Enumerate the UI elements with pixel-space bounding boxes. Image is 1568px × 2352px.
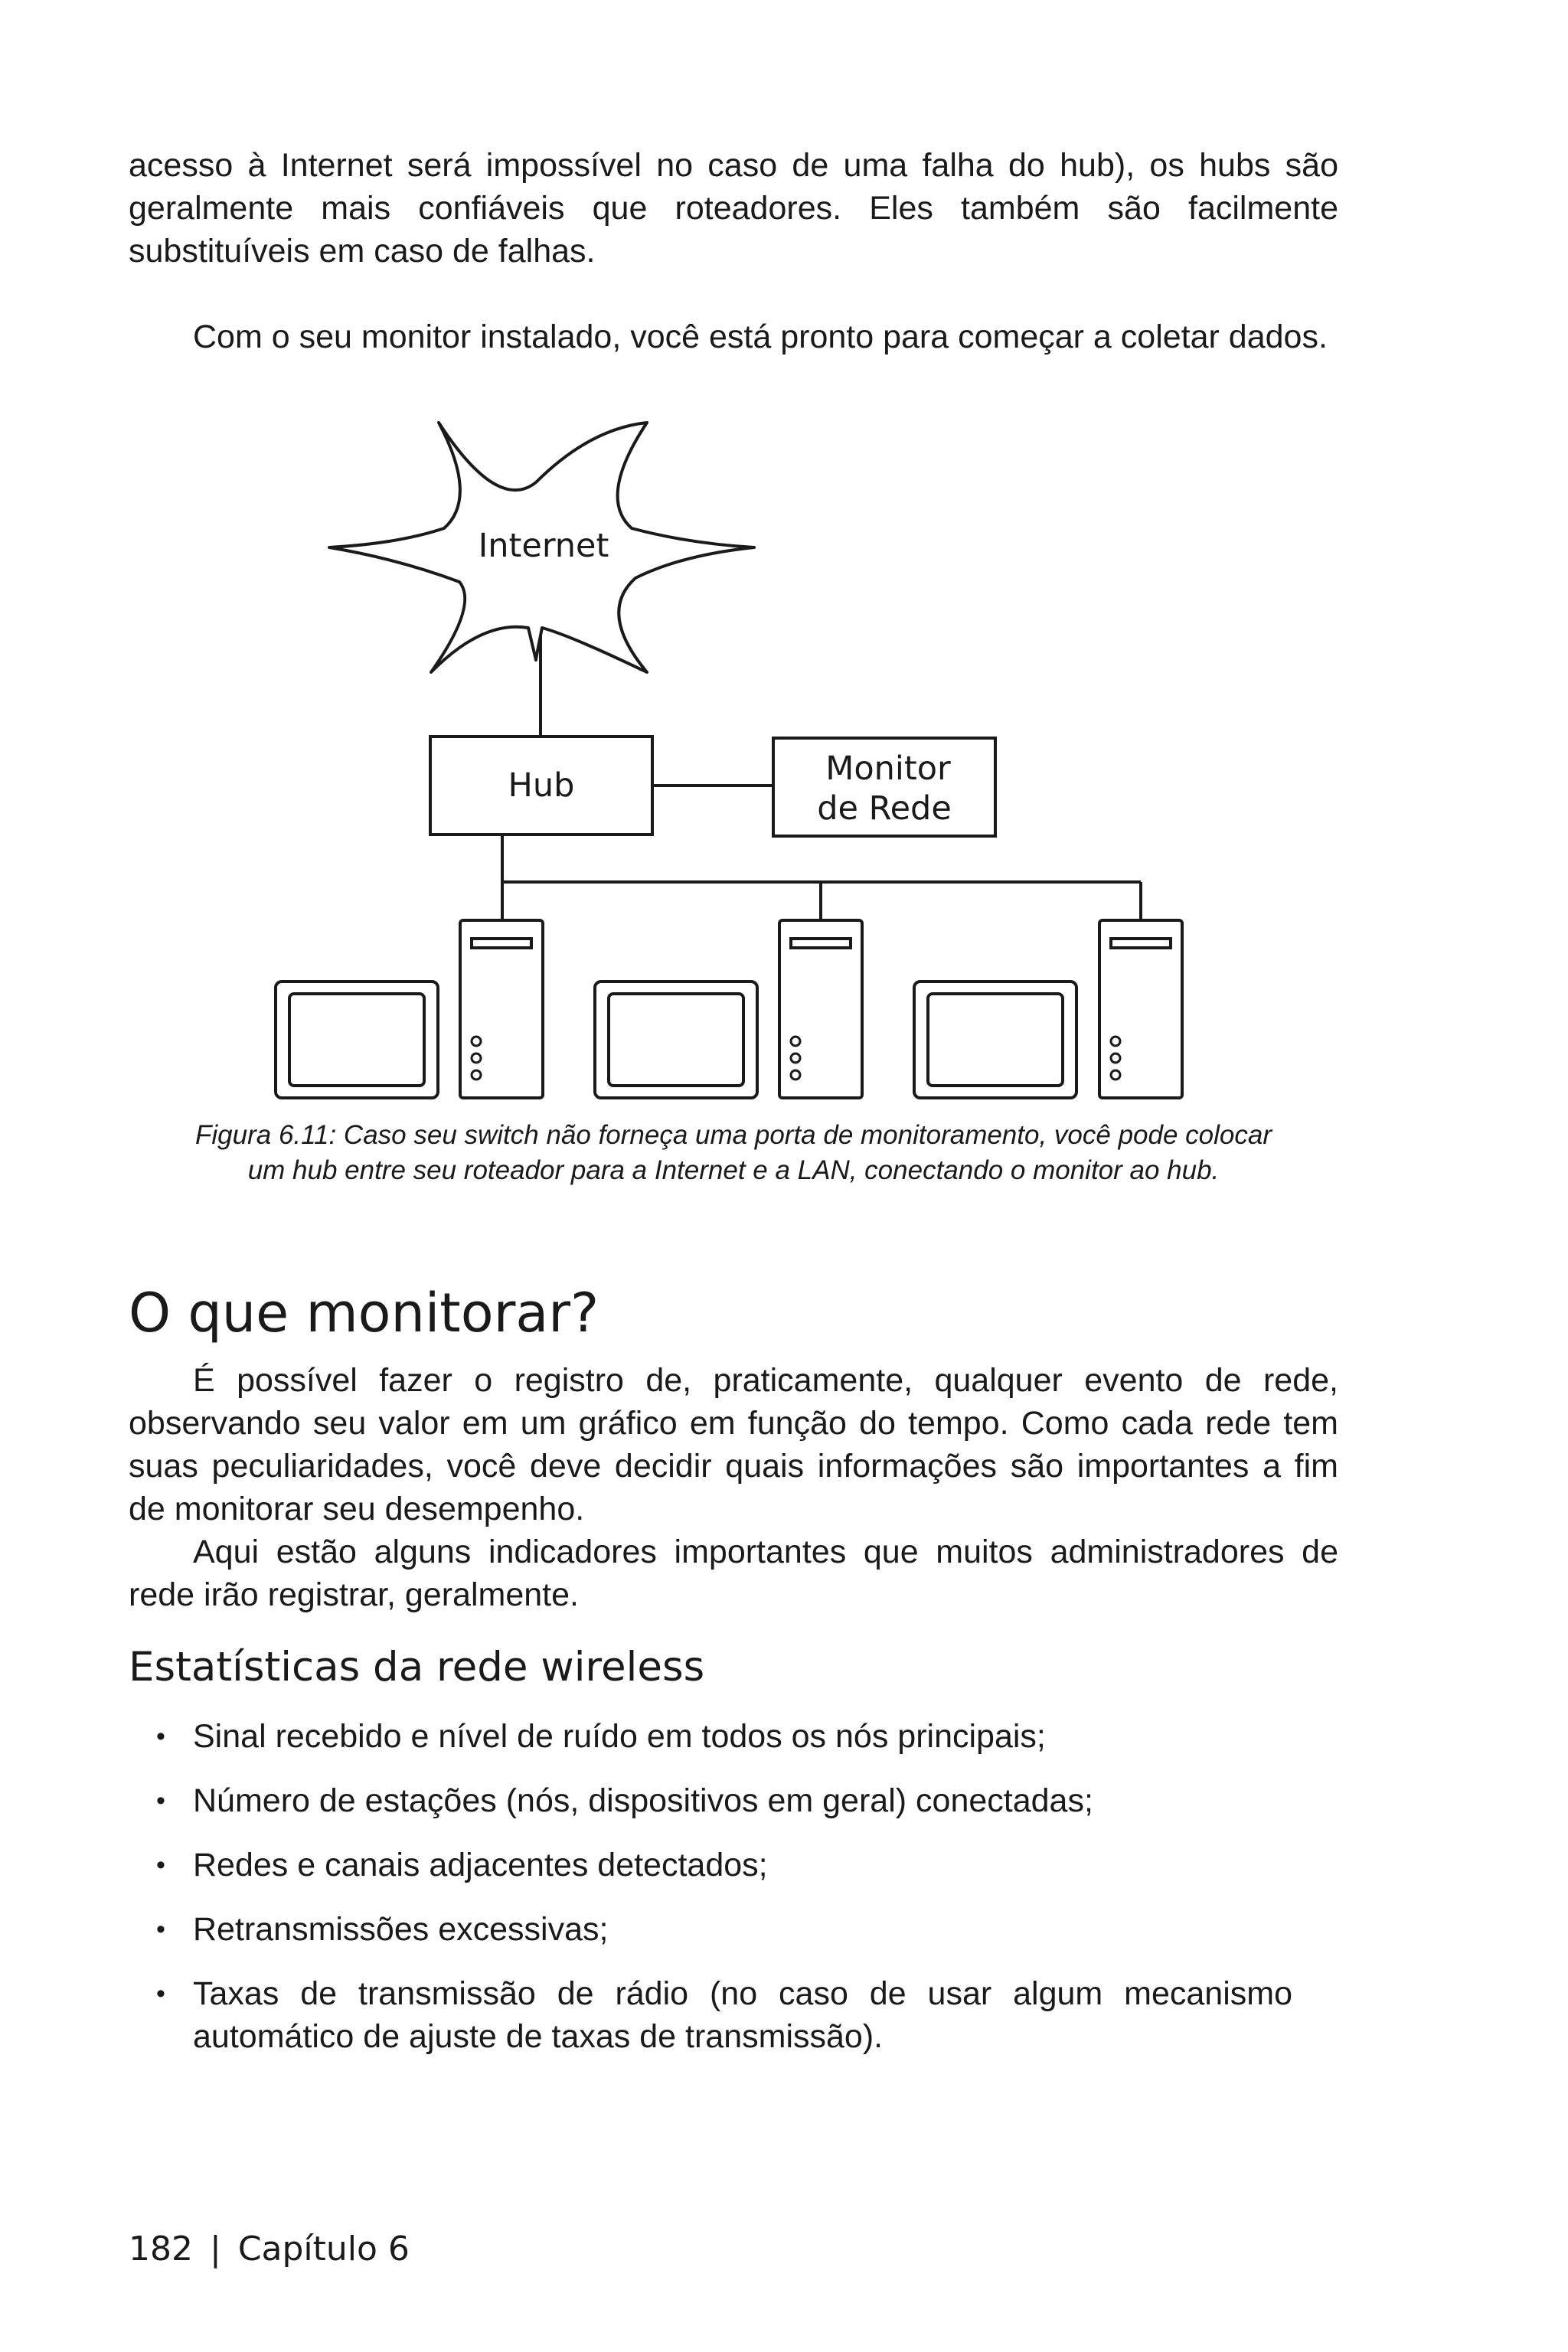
section-heading: O que monitorar? [129, 1282, 599, 1344]
list-item: • Sinal recebido e nível de ruído em todos os nós principais; [129, 1715, 1292, 1758]
list-item: • Taxas de transmissão de rádio (no caso de usar algum mecanismo automático de ajuste de taxas de transmissão). [129, 1972, 1292, 2058]
wireless-stats-list [129, 1715, 1292, 2079]
caption-line-1: Figura 6.11: Caso seu switch não forneça uma porta de monitoramento, você pode colocar [195, 1120, 1272, 1150]
list-item: • Retransmissões excessivas; [129, 1908, 1292, 1951]
page-number: 182 [129, 2230, 193, 2269]
hub-label: Hub [508, 766, 575, 805]
internet-label: Internet [478, 527, 609, 565]
workstation-3 [914, 920, 1182, 1098]
monitor-label-line1: Monitor [825, 750, 951, 788]
workstation-2 [595, 920, 862, 1098]
monitor-screen-icon [595, 982, 757, 1098]
list-item: • Redes e canais adjacentes detectados; [129, 1844, 1292, 1886]
caption-line-2: um hub entre seu roteador para a Internet e a LAN, conectando o monitor ao hub. [247, 1155, 1220, 1185]
workstation-1 [276, 920, 543, 1098]
chapter-label: Capítulo 6 [237, 2230, 410, 2269]
page-footer [129, 2228, 410, 2271]
section-paragraph-1: É possível fazer o registro de, praticamente, qualquer evento de rede, observando seu valor em um gráfico em função do tempo. Como cada rede tem suas peculiaridades, você deve decidir quais informações são importantes a fim de monitorar seu desempenho. [129, 1362, 1338, 1527]
paragraph-monitor-installed: Com o seu monitor instalado, você está pronto para começar a coletar dados. [193, 318, 1328, 355]
paragraph-intro: acesso à Internet será impossível no caso de uma falha do hub), os hubs são geralmente mais confiáveis que roteadores. Eles também são facilmente substituíveis em caso de falhas. [129, 147, 1338, 270]
network-diagram [0, 0, 1568, 1118]
monitor-label-line2: de Rede [817, 789, 952, 828]
monitor-screen-icon [914, 982, 1076, 1098]
section-paragraph-2: Aqui estão alguns indicadores importantes que muitos administradores de rede irão registrar, geralmente. [129, 1534, 1338, 1613]
figure-caption [129, 1118, 1338, 1188]
monitor-screen-icon [276, 982, 438, 1098]
subsection-heading: Estatísticas da rede wireless [129, 1644, 705, 1690]
footer-separator: | [209, 2230, 221, 2269]
list-item: • Número de estações (nós, dispositivos em geral) conectadas; [129, 1779, 1292, 1822]
